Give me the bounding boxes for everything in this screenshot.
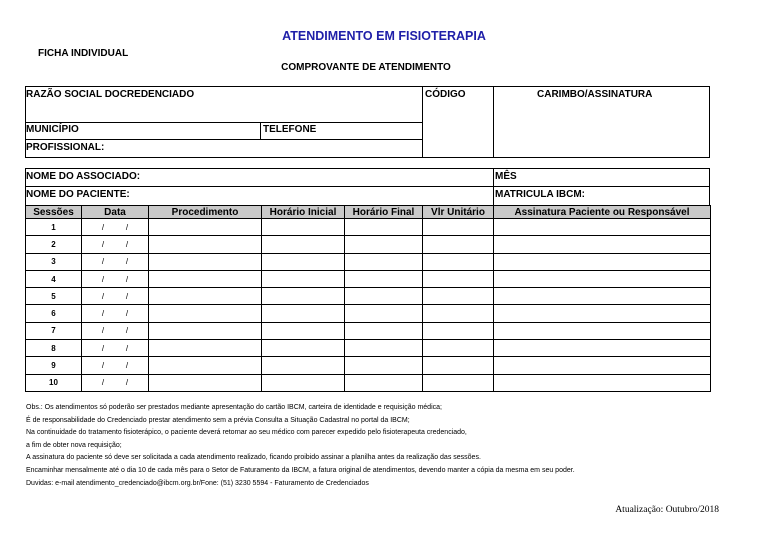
start-time-cell[interactable] [262, 253, 345, 270]
table-row [26, 340, 711, 357]
note-line: a fim de obter nova requisição; [26, 441, 122, 449]
date-cell[interactable] [82, 322, 149, 339]
unit-value-cell[interactable] [423, 236, 494, 253]
unit-value-cell[interactable] [423, 357, 494, 374]
end-time-cell[interactable] [345, 253, 423, 270]
note-line: A assinatura do paciente só deve ser solicitada a cada atendimento realizado, ficando proibido assinar a planilha antes da realização das sessões. [26, 454, 481, 462]
session-number: 5 [26, 288, 82, 305]
paciente-field[interactable]: NOME DO PACIENTE: [26, 189, 130, 200]
column-header: Sessões [26, 206, 82, 219]
session-number: 4 [26, 270, 82, 287]
signature-cell[interactable] [494, 253, 711, 270]
signature-cell[interactable] [494, 357, 711, 374]
signature-cell[interactable] [494, 305, 711, 322]
start-time-cell[interactable] [262, 219, 345, 236]
session-number: 2 [26, 236, 82, 253]
start-time-cell[interactable] [262, 340, 345, 357]
date-separator: / [101, 309, 105, 319]
procedure-cell[interactable] [149, 288, 262, 305]
date-separator: / [125, 378, 129, 388]
date-cell[interactable] [82, 219, 149, 236]
start-time-cell[interactable] [262, 374, 345, 391]
start-time-cell[interactable] [262, 322, 345, 339]
signature-cell[interactable] [494, 219, 711, 236]
date-separator: / [101, 291, 105, 301]
date-cell[interactable] [82, 305, 149, 322]
session-number: 1 [26, 219, 82, 236]
end-time-cell[interactable] [345, 322, 423, 339]
signature-cell[interactable] [494, 340, 711, 357]
unit-value-cell[interactable] [423, 270, 494, 287]
end-time-cell[interactable] [345, 305, 423, 322]
session-number: 6 [26, 305, 82, 322]
date-separator: / [101, 222, 105, 232]
procedure-cell[interactable] [149, 357, 262, 374]
date-separator: / [125, 222, 129, 232]
start-time-cell[interactable] [262, 288, 345, 305]
end-time-cell[interactable] [345, 374, 423, 391]
table-row [26, 357, 711, 374]
date-cell[interactable] [82, 340, 149, 357]
unit-value-cell[interactable] [423, 288, 494, 305]
date-separator: / [101, 378, 105, 388]
note-line: É de responsabilidade do Credenciado prestar atendimento sem a prévia Consulta a Situação Cadastral no portal da IBCM; [26, 416, 410, 424]
table-row [26, 288, 711, 305]
matricula-field[interactable]: MATRICULA IBCM: [495, 189, 585, 200]
associado-field[interactable]: NOME DO ASSOCIADO: [26, 171, 141, 182]
start-time-cell[interactable] [262, 357, 345, 374]
date-separator: / [101, 239, 105, 249]
end-time-cell[interactable] [345, 288, 423, 305]
telefone-field[interactable]: TELEFONE [263, 124, 317, 135]
procedure-cell[interactable] [149, 236, 262, 253]
date-cell[interactable] [82, 253, 149, 270]
column-header: Assinatura Paciente ou Responsável [494, 206, 711, 219]
date-separator: / [101, 343, 105, 353]
column-header: Vlr Unitário [423, 206, 494, 219]
signature-cell[interactable] [494, 270, 711, 287]
unit-value-cell[interactable] [423, 340, 494, 357]
procedure-cell[interactable] [149, 305, 262, 322]
start-time-cell[interactable] [262, 305, 345, 322]
date-separator: / [125, 361, 129, 371]
note-line: Duvidas: e-mail atendimento_credenciado@ibcm.org.br/Fone: (51) 3230 5594 - Faturamento de Credenciados [26, 479, 369, 487]
session-number: 8 [26, 340, 82, 357]
column-header: Data [82, 206, 149, 219]
note-line: Na continuidade do tratamento fisioterápico, o paciente deverá retornar ao seu médico com parecer expedido pelo fisioterapeuta credenciado, [26, 429, 467, 437]
procedure-cell[interactable] [149, 374, 262, 391]
razao-social-field[interactable]: RAZÃO SOCIAL DOCREDENCIADO [26, 89, 195, 100]
end-time-cell[interactable] [345, 236, 423, 253]
codigo-field[interactable]: CÓDIGO [425, 89, 466, 100]
procedure-cell[interactable] [149, 270, 262, 287]
date-cell[interactable] [82, 236, 149, 253]
mes-field[interactable]: MÊS [495, 171, 517, 182]
table-header-row [26, 206, 711, 219]
table-row [26, 322, 711, 339]
date-cell[interactable] [82, 288, 149, 305]
date-separator: / [101, 274, 105, 284]
table-row [26, 374, 711, 391]
date-separator: / [125, 326, 129, 336]
table-row [26, 305, 711, 322]
carimbo-field[interactable]: CARIMBO/ASSINATURA [537, 89, 653, 100]
date-separator: / [125, 257, 129, 267]
procedure-cell[interactable] [149, 253, 262, 270]
session-number: 10 [26, 374, 82, 391]
signature-cell[interactable] [494, 374, 711, 391]
notes-block [26, 402, 575, 490]
page-subtitle: COMPROVANTE DE ATENDIMENTO [281, 62, 451, 73]
procedure-cell[interactable] [149, 322, 262, 339]
table-row [26, 270, 711, 287]
column-header: Procedimento [149, 206, 262, 219]
end-time-cell[interactable] [345, 270, 423, 287]
column-header: Horário Inicial [262, 206, 345, 219]
unit-value-cell[interactable] [423, 253, 494, 270]
date-separator: / [101, 361, 105, 371]
unit-value-cell[interactable] [423, 374, 494, 391]
procedure-cell[interactable] [149, 219, 262, 236]
signature-cell[interactable] [494, 288, 711, 305]
sessions-table [25, 205, 711, 392]
note-line: Encaminhar mensalmente até o dia 10 de cada mês para o Setor de Faturamento da IBCM, a fatura original de atendimentos, devendo manter a cópia da mesma em seu poder. [26, 466, 575, 474]
end-time-cell[interactable] [345, 357, 423, 374]
start-time-cell[interactable] [262, 236, 345, 253]
procedure-cell[interactable] [149, 340, 262, 357]
session-number: 7 [26, 322, 82, 339]
signature-cell[interactable] [494, 322, 711, 339]
profissional-field[interactable]: PROFISSIONAL: [26, 142, 105, 153]
signature-cell[interactable] [494, 236, 711, 253]
page-title: ATENDIMENTO EM FISIOTERAPIA [282, 29, 486, 43]
date-cell[interactable] [82, 270, 149, 287]
date-separator: / [125, 343, 129, 353]
form-type-label: FICHA INDIVIDUAL [38, 48, 129, 59]
date-separator: / [125, 274, 129, 284]
note-line: Obs.: Os atendimentos só poderão ser prestados mediante apresentação do cartão IBCM, carteira de identidade e requisição médica; [26, 404, 442, 411]
session-number: 9 [26, 357, 82, 374]
date-separator: / [125, 291, 129, 301]
end-time-cell[interactable] [345, 340, 423, 357]
date-cell[interactable] [82, 357, 149, 374]
date-separator: / [101, 257, 105, 267]
session-number: 3 [26, 253, 82, 270]
table-row [26, 253, 711, 270]
unit-value-cell[interactable] [423, 219, 494, 236]
table-row [26, 219, 711, 236]
date-separator: / [101, 326, 105, 336]
start-time-cell[interactable] [262, 270, 345, 287]
end-time-cell[interactable] [345, 219, 423, 236]
date-separator: / [125, 239, 129, 249]
municipio-field[interactable]: MUNICÍPIO [26, 124, 79, 135]
table-row [26, 236, 711, 253]
date-cell[interactable] [82, 374, 149, 391]
date-separator: / [125, 309, 129, 319]
unit-value-cell[interactable] [423, 322, 494, 339]
column-header: Horário Final [345, 206, 423, 219]
unit-value-cell[interactable] [423, 305, 494, 322]
update-date: Atualização: Outubro/2018 [615, 505, 719, 515]
